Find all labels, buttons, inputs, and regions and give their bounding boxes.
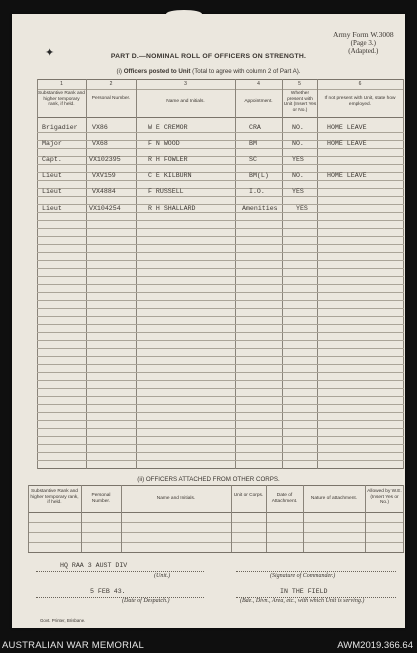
header-rank: Substantive Rank and higher temporary rank, if held. [30, 489, 79, 506]
ruled-line [37, 196, 404, 197]
header-unit: Unit or Corps. [233, 493, 264, 498]
header-nature: Nature of attachment. [310, 496, 358, 501]
header-employed: If not present with Unit, state how employed. [324, 96, 396, 107]
ruled-line [37, 444, 404, 445]
paper-tear [166, 10, 202, 18]
header-rank: Substantive Rank and higher temporary rank, if held. [38, 91, 85, 108]
col-number: 5 [298, 81, 301, 87]
col-number: 4 [257, 81, 260, 87]
ruled-line [37, 180, 404, 181]
ruled-line [37, 452, 404, 453]
cell-name: C E KILBURN [148, 172, 192, 179]
ruled-line [37, 348, 404, 349]
ruled-line [37, 276, 404, 277]
footer-accession: AWM2019.366.64 [337, 640, 413, 651]
header-number: Personal Number. [91, 96, 131, 101]
ruled-line [37, 148, 404, 149]
ruled-line [37, 284, 404, 285]
ruled-line [37, 412, 404, 413]
ruled-line [37, 340, 404, 341]
officers-posted-table [37, 79, 404, 469]
printer-note: Govt. Printer, Brisbane. [40, 618, 86, 623]
unit-value: HQ RAA 3 AUST DIV [60, 562, 128, 569]
cell-number: VX102395 [89, 156, 121, 163]
cell-present: YES [292, 188, 304, 195]
cell-rank: Lieut [42, 205, 62, 212]
ruled-line [37, 244, 404, 245]
section-1-note: (Total to agree with column 2 of Part A). [192, 68, 301, 75]
header-name: Name and Initials. [156, 496, 196, 501]
cell-name: R H SHALLARD [148, 205, 196, 212]
commander-caption: (Signature of Commander.) [270, 573, 336, 579]
ruled-line [37, 252, 404, 253]
cell-name: W E CREMOR [148, 124, 188, 131]
ruled-line [37, 236, 404, 237]
header-allowed: Allowed by W.E. (Insert Yes or No.) [367, 489, 402, 506]
ruled-line [37, 164, 404, 165]
ruled-line [37, 300, 404, 301]
ruled-line [37, 364, 404, 365]
form-identifier [333, 31, 394, 55]
cell-appointment: CRA [249, 124, 261, 131]
footer-institution: AUSTRALIAN WAR MEMORIAL [2, 640, 145, 651]
ruled-line [37, 228, 404, 229]
cell-present: NO. [292, 140, 304, 147]
ruled-line [37, 332, 404, 333]
ruled-line [37, 308, 404, 309]
cell-appointment: BM [249, 140, 257, 147]
ruled-line [37, 436, 404, 437]
unit-caption: (Unit.) [154, 573, 171, 579]
cell-name: F N WOOD [148, 140, 180, 147]
cell-rank: Lieut [42, 188, 62, 195]
header-number: Personal Number. [91, 493, 111, 504]
cell-number: VX86 [92, 124, 108, 131]
cell-number: VX104254 [89, 205, 121, 212]
pin-mark: ✦ [45, 47, 55, 59]
ruled-line [37, 396, 404, 397]
cell-rank: Brigadier [42, 124, 78, 131]
cell-employed: HOME LEAVE [327, 140, 367, 147]
cell-appointment: I.O. [249, 188, 265, 195]
form-page: (Page 3.) [350, 39, 376, 47]
col-number: 2 [109, 81, 113, 87]
cell-rank: Major [42, 140, 62, 147]
cell-number: VXV159 [92, 172, 116, 179]
col-number: 1 [60, 81, 63, 87]
archive-footer [0, 637, 417, 653]
cell-appointment: BM(L) [249, 172, 269, 179]
cell-rank: Lieut [42, 172, 62, 179]
cell-present: NO. [292, 124, 304, 131]
cell-present: YES [292, 156, 304, 163]
section-2-heading: (ii) OFFICERS ATTACHED FROM OTHER CORPS. [137, 476, 280, 483]
ruled-line [37, 316, 404, 317]
ruled-line [37, 132, 404, 133]
col-number: 3 [184, 81, 187, 87]
ruled-line [37, 428, 404, 429]
ruled-line [37, 460, 404, 461]
ruled-line [37, 420, 404, 421]
header-present: Whether present with Unit (Insert Yes or No.) [283, 91, 317, 113]
cell-appointment: Amenities [242, 205, 278, 212]
ruled-line [37, 324, 404, 325]
section-1-title: Officers posted to Unit [123, 68, 191, 75]
ruled-line [37, 292, 404, 293]
header-date-attachment: Date of Attachment. [271, 493, 298, 504]
cell-employed: HOME LEAVE [327, 172, 367, 179]
form-adapted: (Adapted.) [348, 47, 379, 55]
section-1-number: (i) [116, 68, 122, 75]
ruled-line [37, 212, 404, 213]
cell-number: VX68 [92, 140, 108, 147]
officers-attached-table [28, 485, 404, 552]
ruled-line [37, 388, 404, 389]
cell-rank: Capt. [42, 156, 62, 163]
cell-present: NO. [292, 172, 304, 179]
cell-name: F RUSSELL [148, 188, 184, 195]
cell-number: VX4884 [92, 188, 116, 195]
ruled-line [37, 268, 404, 269]
location-caption: (Bde., Divn., Area, etc., with which Unit is serving.) [240, 598, 365, 604]
form-name: Army Form W.3008 [333, 30, 394, 39]
ruled-line [37, 380, 404, 381]
cell-employed: HOME LEAVE [327, 124, 367, 131]
date-value: 5 FEB 43. [90, 588, 126, 595]
header-name: Name and Initials. [166, 99, 205, 104]
ruled-line [37, 220, 404, 221]
ruled-line [37, 260, 404, 261]
ruled-line [37, 404, 404, 405]
ruled-line [37, 372, 404, 373]
part-title: PART D.—NOMINAL ROLL OF OFFICERS ON STRENGTH. [110, 53, 307, 60]
ruled-line [37, 356, 404, 357]
section-1-heading [0, 68, 417, 75]
cell-appointment: SC [249, 156, 257, 163]
date-caption: (Date of Despatch.) [122, 598, 170, 604]
cell-name: R H FOWLER [148, 156, 188, 163]
header-appointment: Appointment. [244, 99, 273, 104]
location-value: IN THE FIELD [280, 588, 328, 595]
cell-present: YES [296, 205, 308, 212]
col-number: 6 [358, 81, 362, 87]
